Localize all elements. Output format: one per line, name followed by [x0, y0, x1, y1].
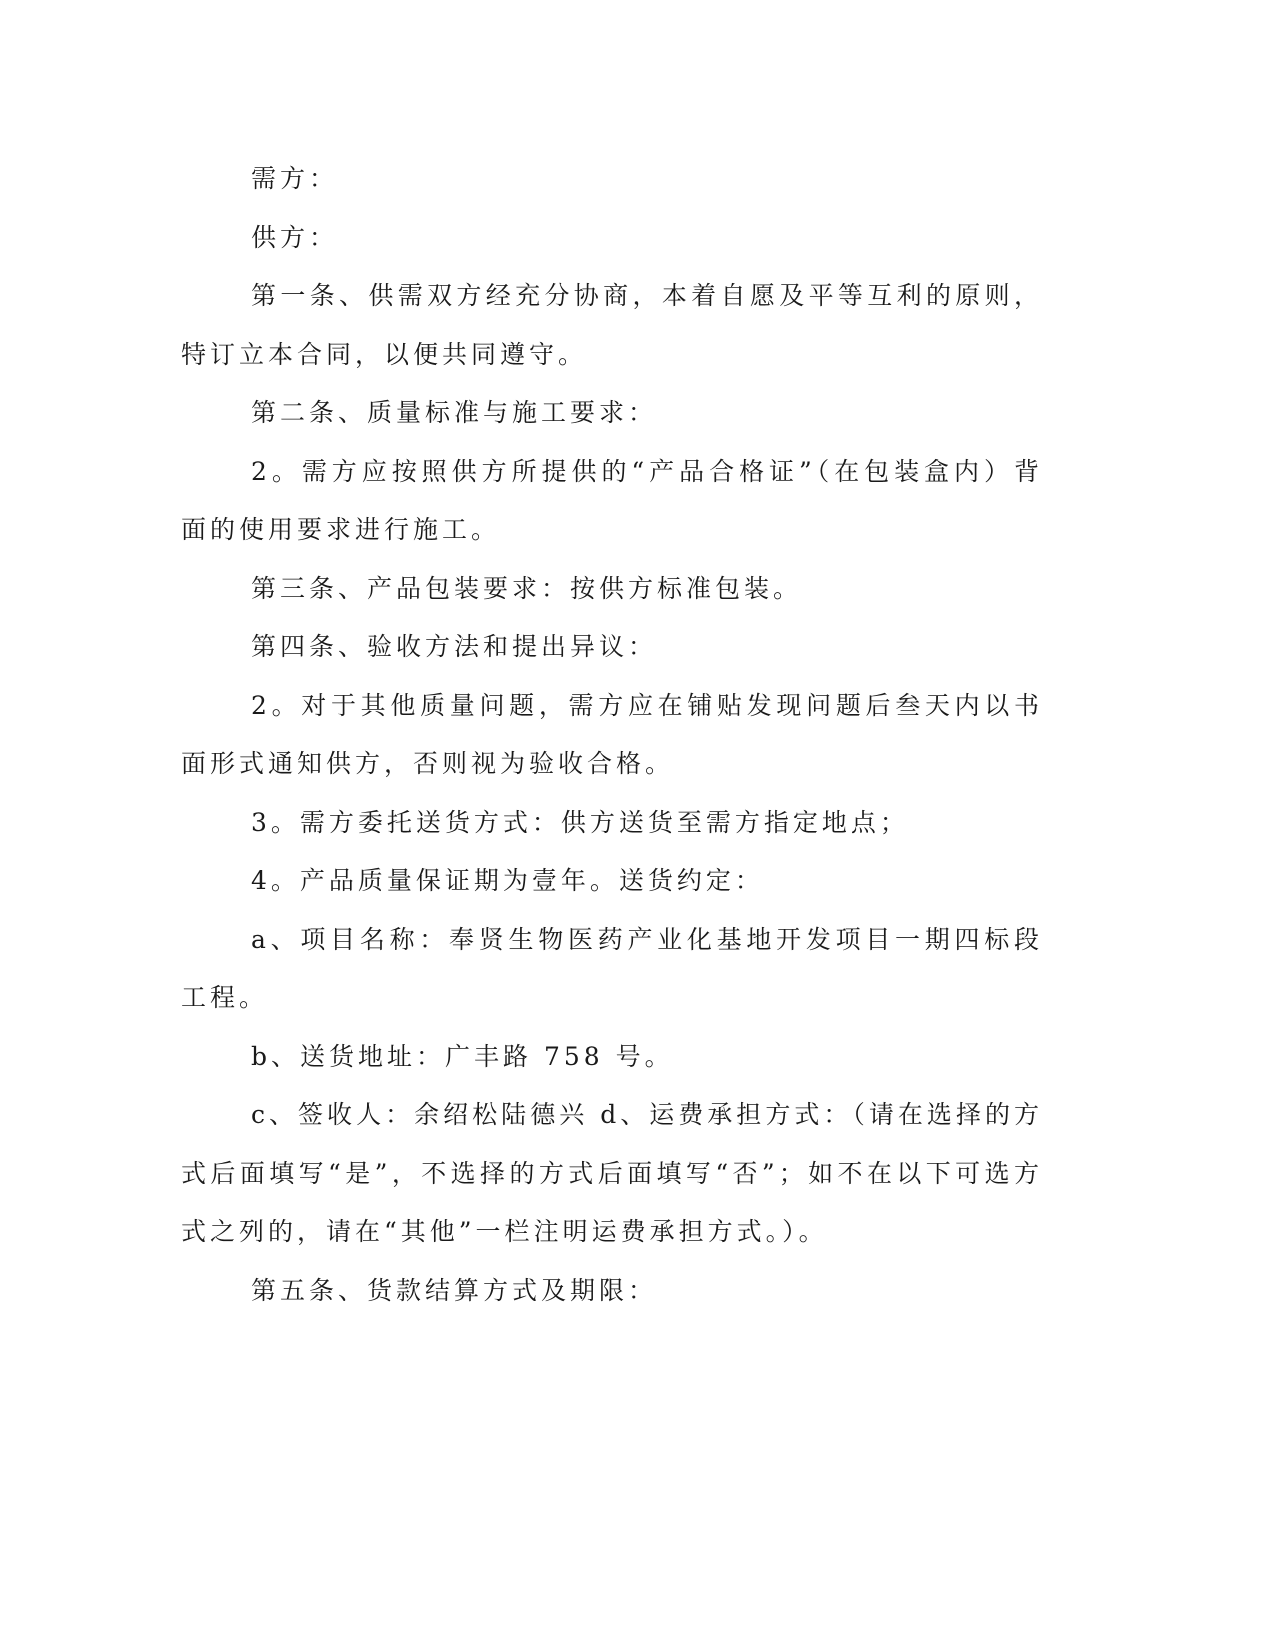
paragraph-buyer: 需方： — [251, 164, 339, 193]
paragraph-article-2-item-2: 2。需方应按照供方所提供的“产品合格证”（在包装盒内）背面的使用要求进行施工。 — [181, 456, 1043, 544]
paragraph-article-4: 第四条、验收方法和提出异议： — [251, 632, 658, 661]
paragraph-article-4-item-2: 2。对于其他质量问题，需方应在铺贴发现问题后叁天内以书面形式通知供方，否则视为验收合格。 — [181, 690, 1043, 778]
paragraph-article-5: 第五条、货款结算方式及期限： — [251, 1275, 658, 1305]
paragraph-article-4-item-3: 3。需方委托送货方式：供方送货至需方指定地点； — [251, 807, 909, 837]
paragraph-supplier: 供方： — [251, 222, 339, 252]
paragraph-item-b: b、送货地址：广丰路 758 号。 — [251, 1041, 674, 1071]
paragraph-article-2: 第二条、质量标准与施工要求： — [251, 398, 658, 427]
paragraph-article-1: 第一条、供需双方经充分协商，本着自愿及平等互利的原则，特订立本合同，以便共同遵守。 — [181, 281, 1043, 369]
paragraph-item-c: c、签收人：余绍松陆德兴 d、运费承担方式：（请在选择的方式后面填写“是”，不选择的方式后面填写“否”；如不在以下可选方式之列的，请在“其他”一栏注明运费承担方式。）。 — [181, 1100, 1043, 1246]
document-body — [181, 150, 1043, 1320]
paragraph-article-4-item-4: 4。产品质量保证期为壹年。送货约定： — [251, 866, 764, 895]
paragraph-item-a: a、项目名称：奉贤生物医药产业化基地开发项目一期四标段工程。 — [181, 924, 1043, 1012]
paragraph-article-3: 第三条、产品包装要求：按供方标准包装。 — [251, 573, 803, 603]
